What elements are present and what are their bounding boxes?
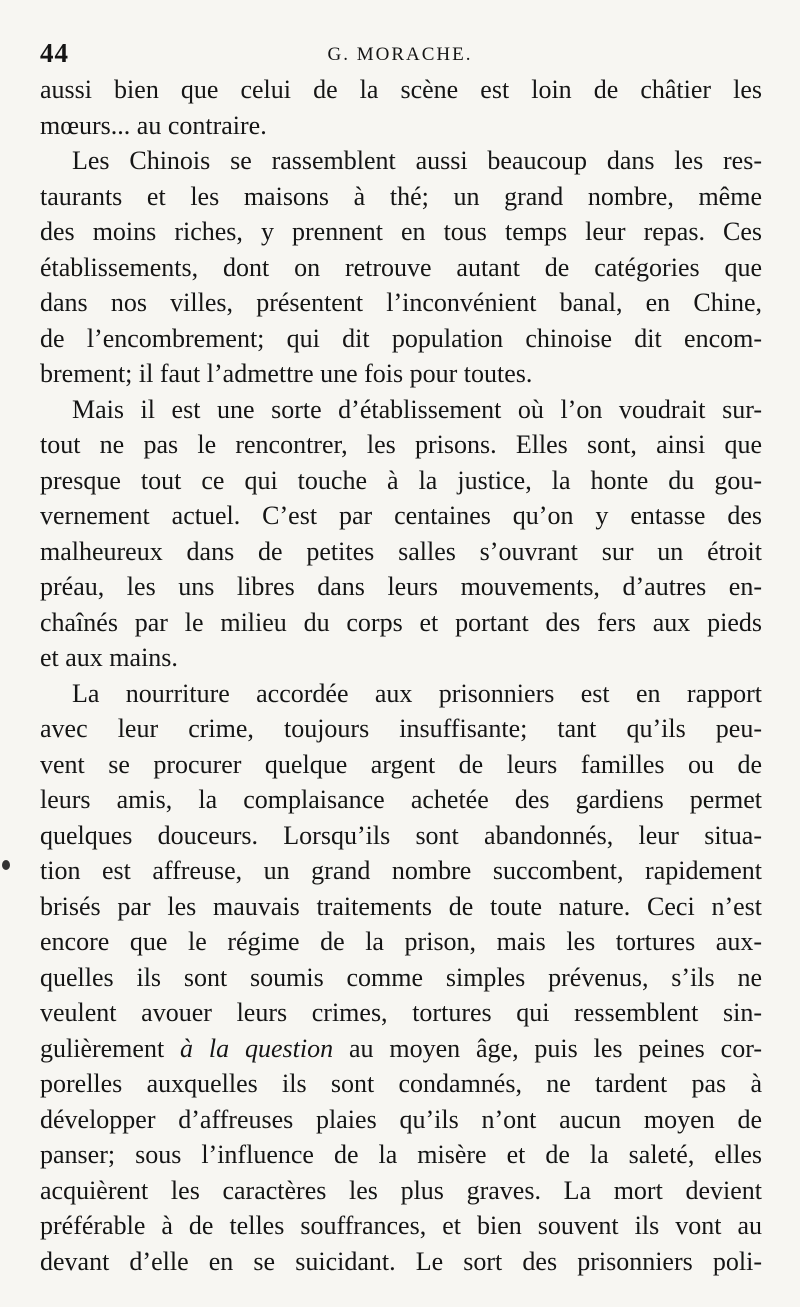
text-line: quelques douceurs. Lorsqu’ils sont abandonnés, leur situa- bbox=[40, 820, 762, 850]
text-line: taurants et les maisons à thé; un grand nombre, même bbox=[40, 181, 762, 211]
text-line: préau, les uns libres dans leurs mouvements, d’autres en- bbox=[40, 572, 762, 601]
text-line: développer d’affreuses plaies qu’ils n’ont aucun moyen de bbox=[40, 1104, 762, 1134]
text-line: Les Chinois se rassemblent aussi beaucoup dans les res- bbox=[72, 146, 762, 175]
text-line: leurs amis, la complaisance achetée des gardiens permet bbox=[40, 785, 762, 814]
text-line: mœurs... au contraire. bbox=[40, 110, 267, 140]
italic-phrase: à la question bbox=[180, 1033, 334, 1063]
text-line: quelles ils sont soumis comme simples prévenus, s’ils ne bbox=[40, 962, 762, 992]
text-line: et aux mains. bbox=[40, 643, 178, 672]
running-head-author: G. MORACHE. bbox=[327, 44, 473, 65]
text-line: presque tout ce qui touche à la justice, la honte du gou- bbox=[40, 465, 762, 495]
text-line: La nourriture accordée aux prisonniers est en rapport bbox=[72, 678, 762, 708]
text-line: malheureux dans de petites salles s’ouvrant sur un étroit bbox=[40, 536, 762, 566]
margin-ink-mark bbox=[2, 860, 10, 870]
text-line: avec leur crime, toujours insuffisante; tant qu’ils peu- bbox=[40, 714, 762, 743]
text-line: vent se procurer quelque argent de leurs familles ou de bbox=[40, 749, 762, 779]
text-line: préférable à de telles souffrances, et bien souvent ils vont au bbox=[40, 1211, 762, 1240]
text-line: brement; il faut l’admettre une fois pour toutes. bbox=[40, 359, 533, 388]
text-line: tout ne pas le rencontrer, les prisons. Elles sont, ainsi que bbox=[40, 430, 762, 459]
text-line: devant d’elle en se suicidant. Le sort des prisonniers poli- bbox=[40, 1246, 762, 1276]
text-line: établissements, dont on retrouve autant de catégories que bbox=[40, 252, 762, 282]
body-text bbox=[40, 72, 762, 1279]
text-line: panser; sous l’influence de la misère et de la saleté, elles bbox=[40, 1140, 762, 1169]
text-line: veulent avouer leurs crimes, tortures qui ressemblent sin- bbox=[40, 998, 762, 1027]
text-line: des moins riches, y prennent en tous temps leur repas. Ces bbox=[40, 217, 762, 246]
text-segment: gulièrement bbox=[40, 1033, 181, 1063]
text-line bbox=[40, 1031, 762, 1067]
text-line: porelles auxquelles ils sont condamnés, ne tardent pas à bbox=[40, 1069, 762, 1098]
text-line: chaînés par le milieu du corps et portant des fers aux pieds bbox=[40, 607, 762, 637]
text-line: encore que le régime de la prison, mais les tortures aux- bbox=[40, 927, 762, 956]
text-segment: au moyen âge, puis les peines cor- bbox=[333, 1033, 762, 1063]
text-line: vernement actuel. C’est par centaines qu’on y entasse des bbox=[40, 501, 762, 530]
page-number: 44 bbox=[40, 38, 69, 68]
running-head bbox=[40, 38, 760, 68]
text-line: Mais il est une sorte d’établissement où l’on voudrait sur- bbox=[72, 394, 762, 424]
text-line: tion est affreuse, un grand nombre succombent, rapidement bbox=[40, 856, 762, 885]
text-line: dans nos villes, présentent l’inconvénient banal, en Chine, bbox=[40, 288, 762, 317]
text-line: aussi bien que celui de la scène est loin de châtier les bbox=[40, 75, 762, 104]
text-line: de l’encombrement; qui dit population chinoise dit encom- bbox=[40, 323, 762, 353]
text-line: acquièrent les caractères les plus graves. La mort devient bbox=[40, 1175, 762, 1205]
text-line: brisés par les mauvais traitements de toute nature. Ceci n’est bbox=[40, 891, 762, 921]
